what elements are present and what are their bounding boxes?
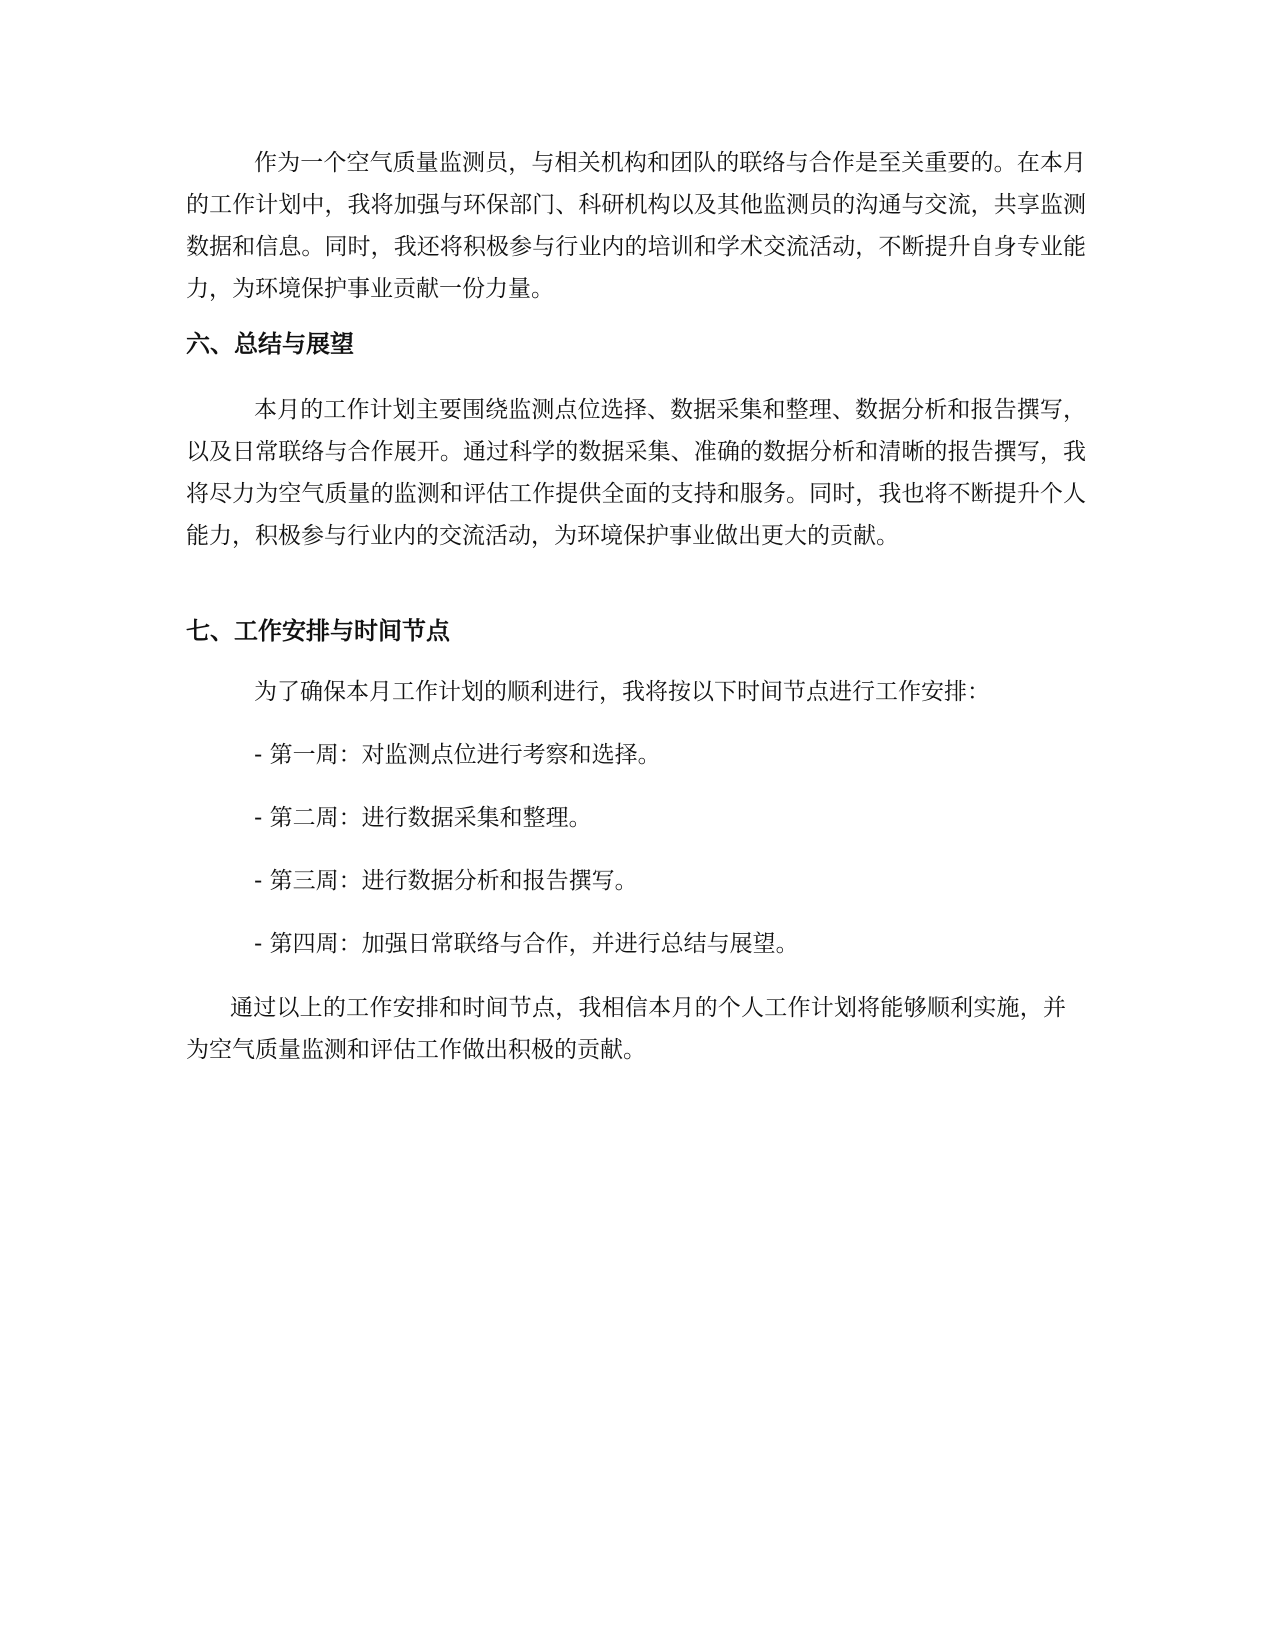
schedule-item-week-4: - 第四周：加强日常联络与合作，并进行总结与展望。 <box>254 931 799 957</box>
contact-cooperation-paragraph: 作为一个空气质量监测员，与相关机构和团队的联络与合作是至关重要的。在本月的工作计划中，我将加强与环保部门、科研机构以及其他监测员的沟通与交流，共享监测数据和信息。同时，我还将积极参与行业内的培训和学术交流活动，不断提升自身专业能力，为环境保护事业贡献一份力量。 <box>186 150 1086 302</box>
closing-paragraph: 通过以上的工作安排和时间节点，我相信本月的个人工作计划将能够顺利实施，并为空气质量监测和评估工作做出积极的贡献。 <box>186 995 1066 1063</box>
section-6-heading: 六、总结与展望 <box>186 330 354 358</box>
section-7-heading: 七、工作安排与时间节点 <box>186 617 450 645</box>
summary-outlook-paragraph: 本月的工作计划主要围绕监测点位选择、数据采集和整理、数据分析和报告撰写，以及日常联络与合作展开。通过科学的数据采集、准确的数据分析和清晰的报告撰写，我将尽力为空气质量的监测和评估工作提供全面的支持和服务。同时，我也将不断提升个人能力，积极参与行业内的交流活动，为环境保护事业做出更大的贡献。 <box>186 397 1086 549</box>
schedule-item-week-3: - 第三周：进行数据分析和报告撰写。 <box>254 868 638 894</box>
schedule-item-week-2: - 第二周：进行数据采集和整理。 <box>254 805 592 831</box>
schedule-intro: 为了确保本月工作计划的顺利进行，我将按以下时间节点进行工作安排： <box>254 679 990 705</box>
schedule-item-week-1: - 第一周：对监测点位进行考察和选择。 <box>254 742 661 768</box>
